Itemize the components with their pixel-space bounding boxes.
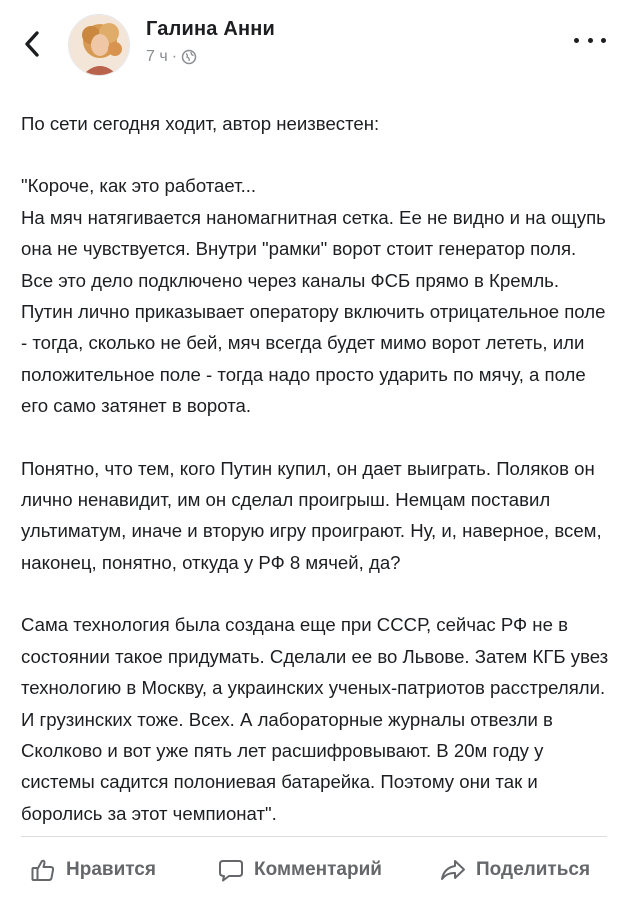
more-dots-icon [574,38,579,43]
more-options-button[interactable] [570,28,610,52]
comment-bubble-icon [218,857,244,883]
thumbs-up-icon [30,857,56,883]
avatar[interactable] [68,14,130,76]
post-time[interactable]: 7 ч [146,48,168,65]
post-paragraph: "Короче, как это работает... На мяч натягивается наномагнитная сетка. Ее не видно и на ощупь она не чувствуется. Внутри "рамки" ворот стоит генератор поля. Все это дело подключено через каналы ФСБ прямо в Кремль. Путин лично приказывает оператору включить отрицательное поле - тогда, сколько не бей, мяч всегда будет мимо ворот лететь, или положительное поле - тогда надо просто ударить по мячу, а поле его само затянет в ворота. [21,175,606,417]
post-paragraph: Сама технология была создана еще при СССР, сейчас РФ не в состоянии такое придумать. Сделали ее во Львове. Затем КГБ увез технологию в Москву, а украинских ученых-патриотов расстреляли. И грузинских тоже. Всех. А лабораторные журналы отвезли в Сколково и вот уже пять лет расшифровывают. В 20м году у системы садится полониевая батарейка. Поэтому они так и боролись за этот чемпионат". [21,614,609,824]
globe-icon [181,49,197,65]
post-intro: По сети сегодня ходит, автор неизвестен: [21,113,380,134]
like-label: Нравится [66,859,156,880]
chevron-left-icon [23,30,41,58]
author-name[interactable]: Галина Анни [146,18,276,40]
post-paragraph: Понятно, что тем, кого Путин купил, он дает выиграть. Поляков он лично ненавидит, им он сделал проигрыш. Немцам поставил ультиматум, иначе и вторую игру проиграют. Ну, и, наверное, всем, наконец, понятно, откуда у РФ 8 мячей, да? [21,457,602,573]
comment-button[interactable] [218,850,382,890]
comment-label: Комментарий [254,859,382,880]
meta-separator: · [171,48,178,65]
post-meta [146,48,197,66]
like-button[interactable] [30,850,156,890]
share-arrow-icon [440,857,466,883]
back-button[interactable] [18,30,46,58]
divider [21,836,607,837]
share-label: Поделиться [476,859,591,880]
post-body [21,108,613,829]
action-bar [0,840,624,900]
share-button[interactable] [440,850,590,890]
post-header [0,0,624,90]
